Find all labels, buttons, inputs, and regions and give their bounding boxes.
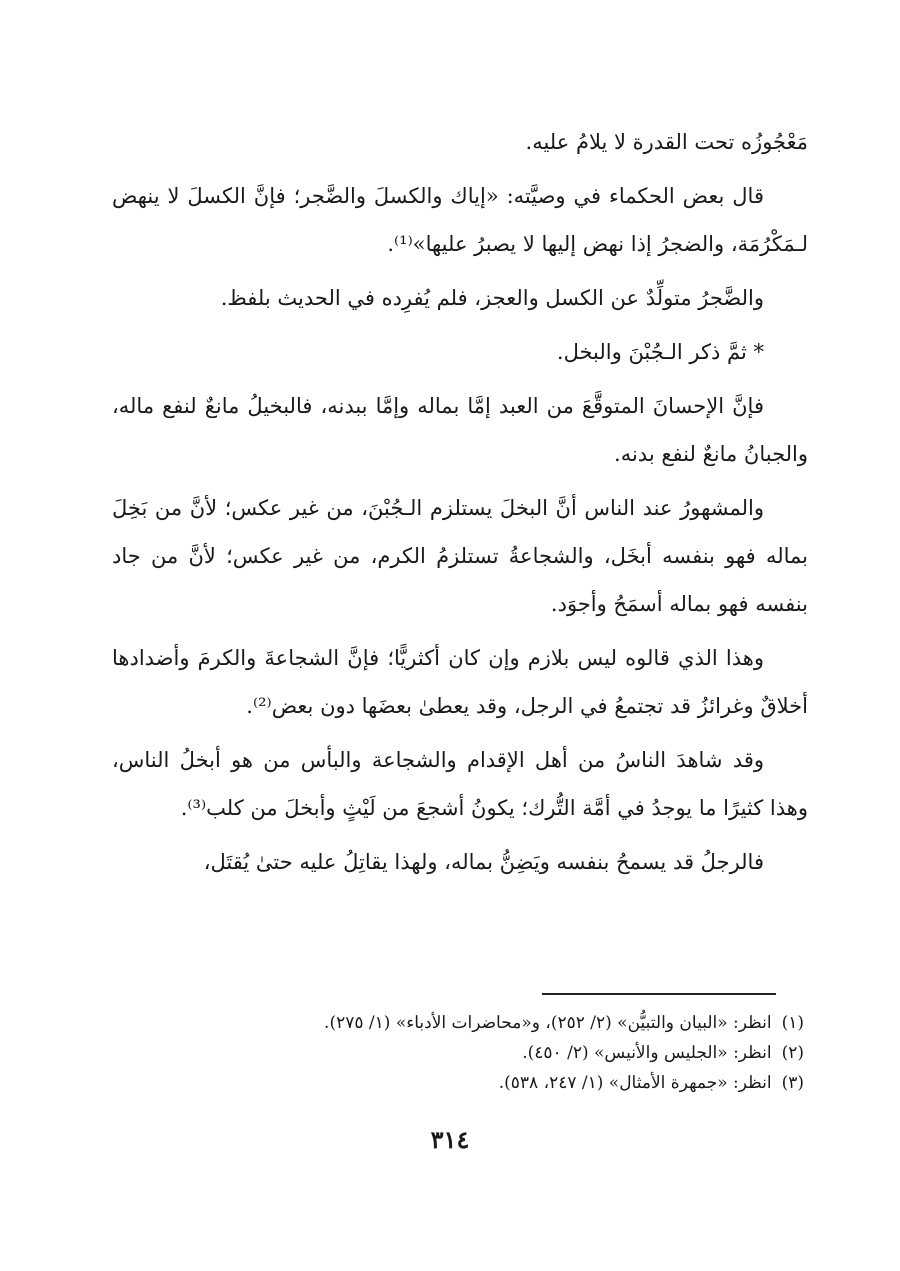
- page-number: ٣١٤: [430, 1125, 470, 1154]
- footnote-text: انظر: «الجليس والأنيس» (٢/ ٤٥٠).: [522, 1043, 772, 1063]
- paragraph-7: وهذا الذي قالوه ليس بلازم وإن كان أكثريًّا؛ فإنَّ الشجاعةَ والكرمَ وأضدادها أخلاقٌ وغرائزُ قد تجتمعُ في الرجل، وقد يعطىٰ بعضَها دون بعض⁽²⁾.: [112, 646, 808, 718]
- paragraph-3: والضَّجرُ متولِّدٌ عن الكسل والعجز، فلم يُفرِده في الحديث بلفظ.: [220, 286, 764, 310]
- paragraph-5: فإنَّ الإحسانَ المتوقَّعَ من العبد إمَّا بماله وإمَّا ببدنه، فالبخيلُ مانعٌ لنفع ماله، والجبانُ مانعٌ لنفع بدنه.: [112, 394, 808, 466]
- footnote-number: (٢): [781, 1043, 804, 1063]
- footnote-divider: [542, 993, 776, 995]
- footnote-2: [140, 1038, 804, 1068]
- paragraph-4: * ثمَّ ذكر الـجُبْنَ والبخل.: [556, 340, 764, 364]
- footnotes: [140, 1008, 804, 1098]
- footnote-1: [140, 1008, 804, 1038]
- footnote-text: انظر: «جمهرة الأمثال» (١/ ٢٤٧، ٥٣٨).: [498, 1073, 772, 1093]
- footnote-number: (١): [781, 1013, 804, 1033]
- paragraph-9: فالرجلُ قد يسمحُ بنفسه ويَضِنُّ بماله، ولهذا يقاتِلُ عليه حتىٰ يُقتَل،: [203, 850, 764, 874]
- main-text: [112, 118, 808, 892]
- paragraph-2: قال بعض الحكماء في وصيَّته: «إياك والكسلَ والضَّجر؛ فإنَّ الكسلَ لا ينهض لـمَكْرُمَة، والضجرُ إذا نهض إليها لا يصبرُ عليها»⁽¹⁾.: [112, 184, 808, 256]
- paragraph-8: وقد شاهدَ الناسُ من أهل الإقدام والشجاعة والبأس من هو أبخلُ الناس، وهذا كثيرًا ما يوجدُ في أمَّة التُّرك؛ يكونُ أشجعَ من لَيْثٍ وأبخلَ من كلب⁽³⁾.: [112, 748, 808, 820]
- footnote-text: انظر: «البيان والتبيُّن» (٢/ ٢٥٢)، و«محاضرات الأدباء» (١/ ٢٧٥).: [324, 1013, 772, 1033]
- paragraph-6: والمشهورُ عند الناس أنَّ البخلَ يستلزم الـجُبْنَ، من غير عكس؛ لأنَّ من بَخِلَ بماله فهو بنفسه أبخَل، والشجاعةُ تستلزمُ الكرم، من غير عكس؛ لأنَّ من جاد بنفسه فهو بماله أسمَحُ وأجوَد.: [112, 496, 808, 616]
- paragraph-1: مَعْجُوزُه تحت القدرة لا يلامُ عليه.: [525, 130, 808, 154]
- footnote-number: (٣): [781, 1073, 804, 1093]
- footnote-3: [140, 1068, 804, 1098]
